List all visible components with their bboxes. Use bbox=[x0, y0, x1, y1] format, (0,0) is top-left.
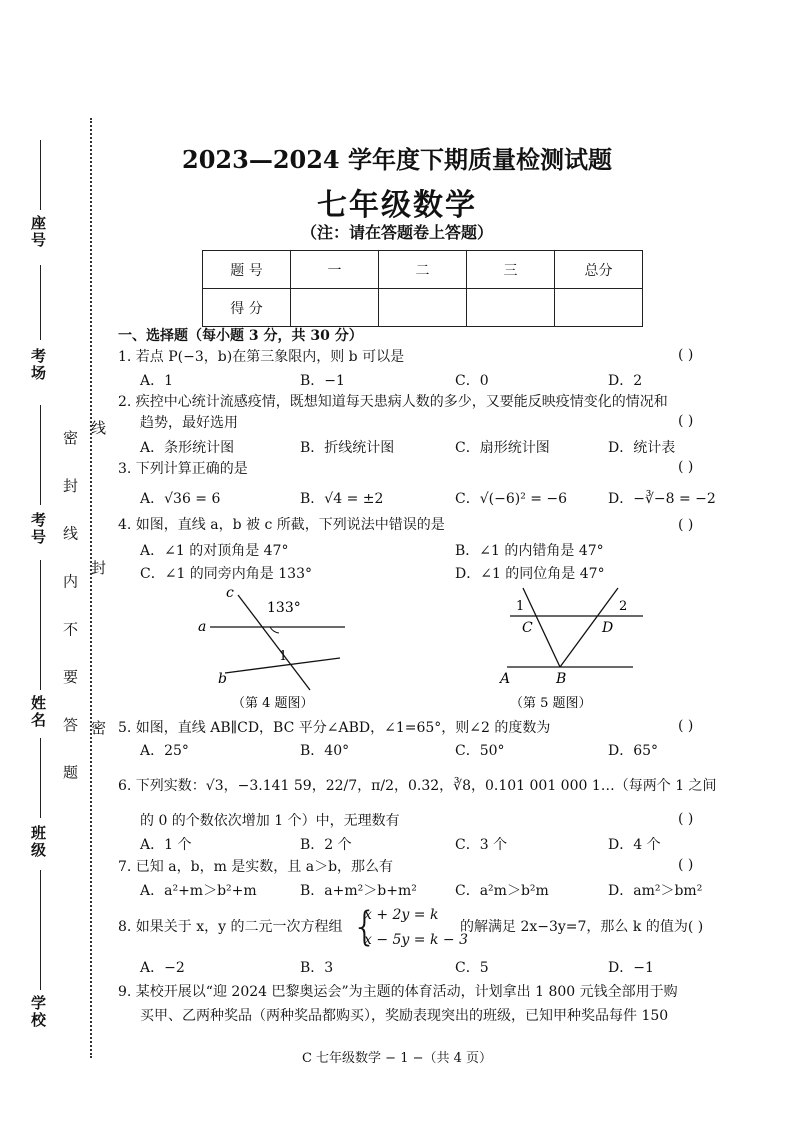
binding-line-2 bbox=[40, 265, 41, 340]
option-b: B．40° bbox=[300, 743, 350, 759]
label-A: A bbox=[500, 671, 511, 687]
option-b: B．∠1 的内错角是 47° bbox=[455, 543, 604, 559]
figure-5 bbox=[495, 585, 645, 720]
seal-xian: 线 bbox=[89, 420, 107, 437]
option-a: A．条形统计图 bbox=[140, 440, 235, 456]
school-label: 学校 bbox=[29, 995, 47, 1029]
equation-2: x − 5y = k − 3 bbox=[364, 932, 468, 948]
answer-paren: ( ) bbox=[678, 517, 694, 533]
score-table-header-row bbox=[203, 251, 643, 289]
name-label: 姓名 bbox=[29, 695, 47, 729]
binding-line-5 bbox=[40, 738, 41, 818]
angle-arc bbox=[270, 627, 279, 633]
seal-notice: 密 封 线 内 不 要 答 题 bbox=[61, 430, 79, 794]
exam-no-label: 考号 bbox=[29, 512, 47, 546]
subject-title: 七年级数学 bbox=[317, 188, 477, 223]
label-C: C bbox=[522, 620, 533, 636]
question-8-stem: 8. 如果关于 x，y 的二元一次方程组 bbox=[118, 919, 343, 935]
score-input-cell[interactable] bbox=[291, 289, 379, 327]
binding-line-6 bbox=[40, 870, 41, 990]
class-label: 班级 bbox=[29, 825, 47, 859]
caption: （第 4 题图） bbox=[232, 696, 314, 711]
equation-system-brace: { bbox=[352, 904, 378, 950]
option-b: B．−1 bbox=[300, 373, 345, 389]
page-footer: C 七年级数学 − 1 −（共 4 页） bbox=[301, 1051, 493, 1066]
score-input-cell[interactable] bbox=[467, 289, 555, 327]
score-cell: 三 bbox=[467, 251, 555, 289]
score-input-cell[interactable] bbox=[555, 289, 643, 327]
option-d: D．2 bbox=[608, 373, 643, 389]
label-D: D bbox=[602, 620, 614, 636]
option-c: C．√(−6)² = −6 bbox=[455, 491, 568, 507]
option-a: A．1 bbox=[140, 373, 174, 389]
score-cell: 二 bbox=[379, 251, 467, 289]
option-d: D．统计表 bbox=[608, 440, 676, 456]
label-133: 133° bbox=[267, 600, 301, 616]
option-a: A．25° bbox=[140, 743, 189, 759]
seal-dotted-line bbox=[90, 118, 92, 1058]
answer-paren: ( ) bbox=[678, 811, 694, 827]
room-label: 考场 bbox=[29, 348, 47, 382]
label-a: a bbox=[198, 619, 207, 635]
option-b: B．√4 = ±2 bbox=[300, 491, 384, 507]
seat-label: 座号 bbox=[29, 215, 47, 249]
binding-line-4 bbox=[40, 560, 41, 690]
option-a: A．1 个 bbox=[140, 837, 192, 853]
caption: （第 5 题图） bbox=[510, 696, 592, 711]
score-table bbox=[202, 250, 643, 327]
option-a: A．a²+m＞b²+m bbox=[140, 883, 257, 899]
question-6-stem: 6. 下列实数：√3，−3.141 59，22/7，π/2，0.3̇2̇，∛8，0.101 001 000 1…（每两个 1 之间 bbox=[118, 778, 717, 794]
score-cell: 得 分 bbox=[203, 289, 291, 327]
option-d: D．−∛−8 = −2 bbox=[608, 491, 716, 507]
exam-title: 2023—2024 学年度下期质量检测试题 bbox=[182, 145, 612, 174]
question-5-stem: 5. 如图，直线 AB∥CD，BC 平分∠ABD，∠1=65°，则∠2 的度数为 bbox=[118, 720, 551, 736]
option-a: A．−2 bbox=[140, 960, 185, 976]
option-c: C．5 bbox=[455, 960, 489, 976]
option-b: B．3 bbox=[300, 960, 334, 976]
option-b: B．折线统计图 bbox=[300, 440, 395, 456]
figure-4 bbox=[190, 585, 350, 720]
section-heading: 一、选择题（每小题 3 分，共 30 分） bbox=[118, 328, 363, 344]
seal-feng: 封 bbox=[89, 560, 107, 577]
question-8-stem-post: 的解满足 2x−3y=7，那么 k 的值为( ) bbox=[460, 919, 704, 935]
answer-paren: ( ) bbox=[678, 718, 694, 734]
option-d: D．am²＞bm² bbox=[608, 883, 703, 899]
score-cell: 题 号 bbox=[203, 251, 291, 289]
label-1: 1 bbox=[516, 599, 525, 614]
question-2-stem: 2. 疾控中心统计流感疫情，既想知道每天患病人数的多少，又要能反映疫情变化的情况和 bbox=[118, 394, 668, 410]
option-b: B．a+m²＞b+m² bbox=[300, 883, 417, 899]
question-1-stem: 1. 若点 P(−3，b)在第三象限内，则 b 可以是 bbox=[118, 349, 405, 365]
option-d: D．∠1 的同位角是 47° bbox=[455, 566, 605, 582]
option-c: C．0 bbox=[455, 373, 489, 389]
option-b: B．2 个 bbox=[300, 837, 352, 853]
answer-paren: ( ) bbox=[678, 857, 694, 873]
question-3-stem: 3. 下列计算正确的是 bbox=[118, 461, 248, 477]
binding-line-3 bbox=[40, 405, 41, 505]
score-table-score-row bbox=[203, 289, 643, 327]
label-1: 1 bbox=[279, 649, 288, 664]
question-9-stem: 9. 某校开展以“迎 2024 巴黎奥运会”为主题的体育活动，计划拿出 1 800 元钱全部用于购 bbox=[118, 984, 678, 1000]
option-c: C．3 个 bbox=[455, 837, 508, 853]
answer-note: （注：请在答题卷上答题） bbox=[300, 223, 493, 242]
option-c: C．50° bbox=[455, 743, 505, 759]
answer-paren: ( ) bbox=[678, 459, 694, 475]
question-6-stem-cont: 的 0 的个数依次增加 1 个）中，无理数有 bbox=[140, 813, 400, 829]
answer-paren: ( ) bbox=[678, 347, 694, 363]
label-2: 2 bbox=[619, 599, 628, 614]
option-c: C．扇形统计图 bbox=[455, 440, 550, 456]
question-2-stem-cont: 趋势，最好选用 bbox=[140, 415, 238, 431]
question-9-stem-cont: 买甲、乙两种奖品（两种奖品都购买），奖励表现突出的班级，已知甲种奖品每件 150 bbox=[140, 1008, 669, 1024]
answer-paren: ( ) bbox=[678, 413, 694, 429]
option-c: C．∠1 的同旁内角是 133° bbox=[140, 566, 312, 582]
seal-mi: 密 bbox=[89, 720, 107, 737]
score-input-cell[interactable] bbox=[379, 289, 467, 327]
option-d: D．4 个 bbox=[608, 837, 661, 853]
label-c: c bbox=[226, 585, 234, 601]
label-B: B bbox=[556, 671, 567, 687]
option-a: A．√36 = 6 bbox=[140, 491, 221, 507]
label-b: b bbox=[218, 671, 227, 687]
option-a: A．∠1 的对顶角是 47° bbox=[140, 543, 289, 559]
question-4-stem: 4. 如图，直线 a，b 被 c 所截，下列说法中错误的是 bbox=[118, 517, 445, 533]
option-c: C．a²m＞b²m bbox=[455, 883, 549, 899]
score-cell: 一 bbox=[291, 251, 379, 289]
question-7-stem: 7. 已知 a，b，m 是实数，且 a＞b，那么有 bbox=[118, 859, 394, 875]
equation-1: x + 2y = k bbox=[364, 907, 439, 923]
score-cell: 总分 bbox=[555, 251, 643, 289]
option-d: D．−1 bbox=[608, 960, 654, 976]
option-d: D．65° bbox=[608, 743, 659, 759]
